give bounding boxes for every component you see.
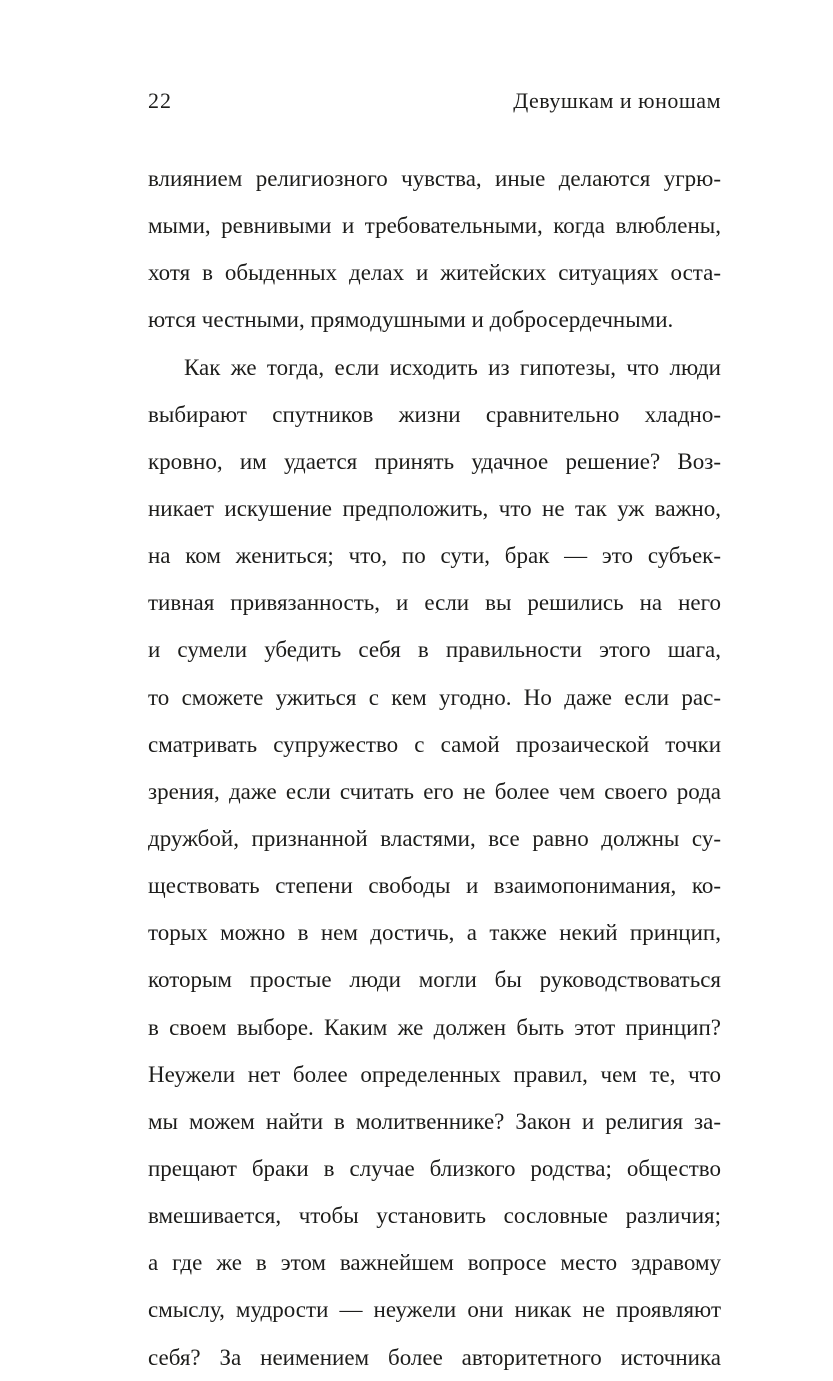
- text-line: смыслу, мудрости — неужели они никак не проявляют: [148, 1297, 721, 1323]
- text-line: зрения, даже если считать его не более чем своего рода: [148, 778, 721, 804]
- running-title: Девушкам и юношам: [513, 88, 721, 113]
- body-text: [148, 155, 721, 1381]
- text-line: а где же в этом важнейшем вопросе место здравому: [148, 1250, 721, 1276]
- text-line: на ком жениться; что, по сути, брак — это субъек-: [148, 543, 721, 569]
- text-line: влиянием религиозного чувства, иные делаются угрю-: [148, 166, 721, 191]
- page-number: 22: [148, 88, 172, 113]
- paragraph-first-line: Как же тогда, если исходить из гипотезы, что люди: [184, 354, 721, 380]
- text-line: то сможете ужиться с кем угодно. Но даже если рас-: [148, 684, 721, 710]
- text-line: прещают браки в случае близкого родства; общество: [148, 1155, 721, 1181]
- text-line: себя? За неимением более авторитетного источника: [148, 1344, 721, 1370]
- text-line: хотя в обыденных делах и житейских ситуациях оста-: [148, 260, 721, 286]
- text-line: торых можно в нем достичь, а также некий принцип,: [148, 920, 721, 946]
- text-line: мыми, ревнивыми и требовательными, когда влюблены,: [148, 213, 721, 239]
- text-line: ются честными, прямодушными и добросердечными.: [148, 307, 674, 333]
- text-line: которым простые люди могли бы руководствоваться: [148, 967, 721, 993]
- text-line: и сумели убедить себя в правильности этого шага,: [148, 637, 721, 663]
- text-line: выбирают спутников жизни сравнительно хладно-: [148, 401, 721, 427]
- text-line: ществовать степени свободы и взаимопонимания, ко-: [148, 873, 721, 899]
- text-line: дружбой, признанной властями, все равно должны су-: [148, 825, 721, 851]
- text-line: тивная привязанность, и если вы решились на него: [148, 590, 721, 616]
- text-line: кровно, им удается принять удачное решение? Воз-: [148, 448, 721, 474]
- page-header: [148, 88, 721, 118]
- text-line: в своем выборе. Каким же должен быть этот принцип?: [148, 1014, 721, 1040]
- text-line: сматривать супружество с самой прозаической точки: [148, 731, 721, 757]
- text-line: Неужели нет более определенных правил, чем те, что: [148, 1061, 721, 1087]
- text-line: никает искушение предположить, что не так уж важно,: [148, 495, 721, 521]
- text-line: мы можем найти в молитвеннике? Закон и религия за-: [148, 1108, 721, 1134]
- text-line: вмешивается, чтобы установить сословные различия;: [148, 1203, 721, 1229]
